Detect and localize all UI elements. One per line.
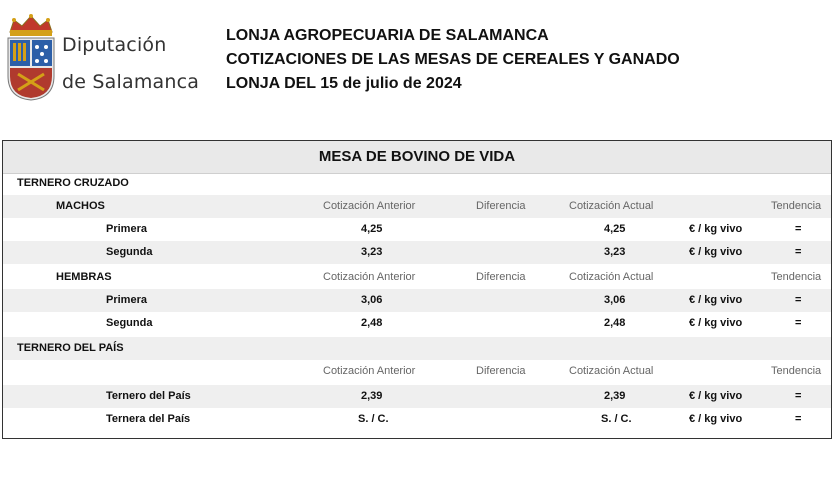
- table-row: [3, 385, 831, 408]
- row-actual: 3,06: [604, 294, 626, 306]
- row-tendencia: =: [795, 390, 802, 402]
- section-row: [3, 337, 831, 360]
- coat-of-arms-icon: [4, 10, 58, 102]
- col-header-anterior: Cotización Anterior: [323, 271, 416, 283]
- row-label: Ternero del País: [106, 390, 191, 402]
- row-actual: S. / C.: [601, 413, 632, 425]
- row-unit: € / kg vivo: [689, 223, 743, 235]
- diputacion-logo: [2, 10, 202, 105]
- table-row: [3, 312, 831, 335]
- row-label: Segunda: [106, 246, 153, 258]
- table-row: [3, 289, 831, 312]
- row-anterior: 3,23: [361, 246, 383, 258]
- row-anterior: 3,06: [361, 294, 383, 306]
- group-header-row: [3, 195, 831, 218]
- col-header-actual: Cotización Actual: [569, 271, 654, 283]
- col-header-tendencia: Tendencia: [771, 365, 822, 377]
- row-label: Primera: [106, 223, 147, 235]
- col-header-diferencia: Diferencia: [476, 271, 526, 283]
- row-tendencia: =: [795, 317, 802, 329]
- row-anterior: 4,25: [361, 223, 383, 235]
- table-row: [3, 241, 831, 264]
- col-header-tendencia: Tendencia: [771, 200, 822, 212]
- row-tendencia: =: [795, 413, 802, 425]
- row-anterior: 2,39: [361, 390, 383, 402]
- row-actual: 2,48: [604, 317, 626, 329]
- group-label: HEMBRAS: [56, 271, 112, 283]
- col-header-tendencia: Tendencia: [771, 271, 822, 283]
- group-header-row: [3, 266, 831, 289]
- row-tendencia: =: [795, 294, 802, 306]
- document-header: [226, 24, 680, 96]
- section-row: [3, 172, 831, 195]
- row-unit: € / kg vivo: [689, 246, 743, 258]
- table-row: [3, 408, 831, 431]
- group-header-row: [3, 360, 831, 383]
- section-label: TERNERO CRUZADO: [17, 177, 129, 189]
- logo-text-line2: de Salamanca: [62, 71, 200, 93]
- col-header-diferencia: Diferencia: [476, 365, 526, 377]
- row-unit: € / kg vivo: [689, 413, 743, 425]
- row-actual: 3,23: [604, 246, 626, 258]
- row-actual: 4,25: [604, 223, 626, 235]
- section-label: TERNERO DEL PAÍS: [17, 342, 124, 354]
- header-line2: COTIZACIONES DE LAS MESAS DE CEREALES Y GANADO: [226, 51, 680, 68]
- header-line1: LONJA AGROPECUARIA DE SALAMANCA: [226, 27, 549, 44]
- row-unit: € / kg vivo: [689, 294, 743, 306]
- group-label: MACHOS: [56, 200, 105, 212]
- col-header-diferencia: Diferencia: [476, 200, 526, 212]
- row-unit: € / kg vivo: [689, 317, 743, 329]
- logo-text-line1: Diputación: [62, 34, 167, 56]
- row-tendencia: =: [795, 246, 802, 258]
- header-line3: LONJA DEL 15 de julio de 2024: [226, 75, 462, 92]
- col-header-actual: Cotización Actual: [569, 200, 654, 212]
- row-anterior: S. / C.: [358, 413, 389, 425]
- col-header-actual: Cotización Actual: [569, 365, 654, 377]
- table-row: [3, 218, 831, 241]
- row-anterior: 2,48: [361, 317, 383, 329]
- row-unit: € / kg vivo: [689, 390, 743, 402]
- row-tendencia: =: [795, 223, 802, 235]
- row-label: Ternera del País: [106, 413, 191, 425]
- row-actual: 2,39: [604, 390, 626, 402]
- col-header-anterior: Cotización Anterior: [323, 200, 416, 212]
- bovino-table: [2, 140, 832, 439]
- row-label: Primera: [106, 294, 147, 306]
- table-title: MESA DE BOVINO DE VIDA: [3, 141, 831, 174]
- col-header-anterior: Cotización Anterior: [323, 365, 416, 377]
- row-label: Segunda: [106, 317, 153, 329]
